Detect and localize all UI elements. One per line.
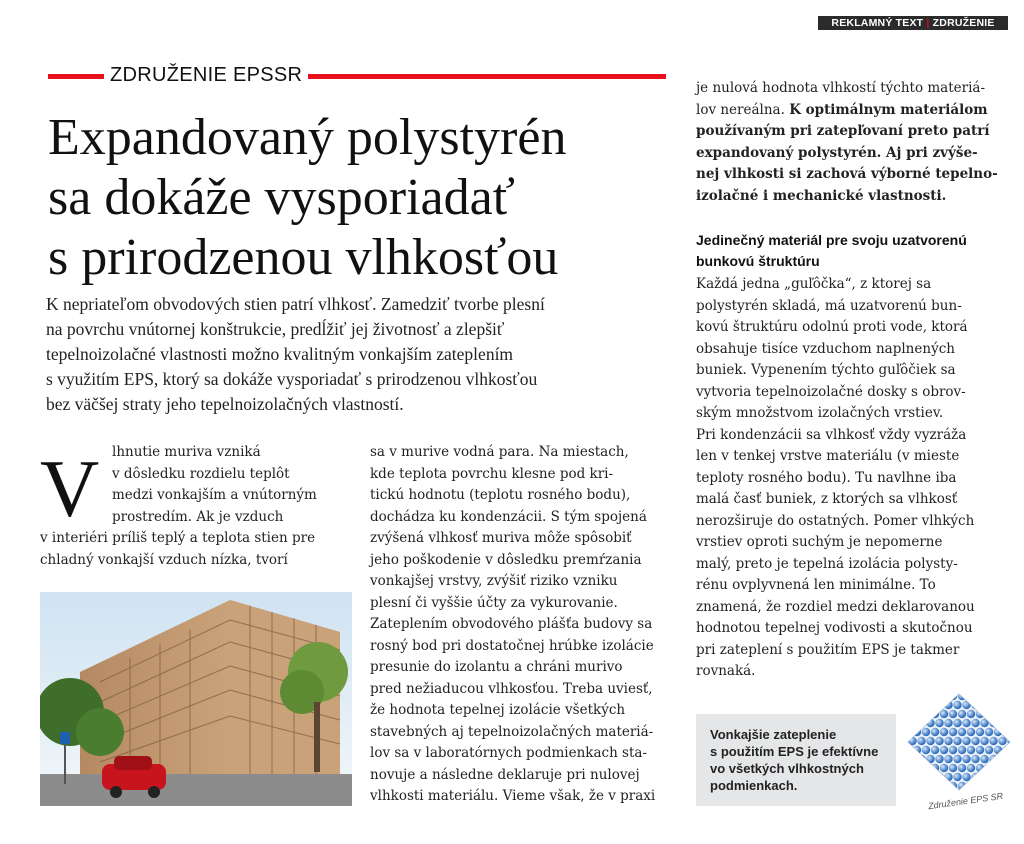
bead [1003, 728, 1011, 736]
bead [967, 764, 975, 772]
body-line: len v tenkej vrstve materiálu (v mieste [696, 448, 960, 464]
body-line: Pri kondenzácii sa vlhkosť vždy vyzráža [696, 426, 967, 443]
body-line: kde teplota povrchu klesne pod kri- [370, 465, 614, 482]
bead [985, 746, 993, 754]
bead [922, 692, 930, 700]
subheading-line: bunkovú štruktúru [696, 253, 820, 269]
bead [976, 710, 984, 718]
body-line: lov sa v laboratórnych podmienkach sta- [370, 745, 648, 761]
bead [940, 710, 948, 718]
body-line: vytvoria tepelnoizolačné dosky s obrov- [696, 383, 966, 400]
bead [1007, 773, 1014, 781]
body-line: tickú hodnotu (teplotu rosného bodu), [370, 487, 631, 503]
bead [980, 701, 988, 709]
column-3-body [696, 274, 1012, 683]
body-line: je nulová hodnota vlhkostí týchto materiá- [696, 80, 986, 96]
bead [917, 737, 925, 745]
bead [926, 737, 934, 745]
bead [904, 746, 912, 754]
body-line: kovú štruktúru odolnú proti vode, ktorá [696, 319, 968, 335]
body-line: medzi vonkajším a vnútorným [112, 487, 317, 503]
bead [926, 701, 934, 709]
body-line: vrstiev oproti suchým je nepomerne [696, 534, 943, 550]
bead [904, 782, 912, 790]
bead [1007, 755, 1014, 763]
bead [976, 692, 984, 700]
bead [931, 710, 939, 718]
bead [1003, 782, 1011, 790]
bead [913, 782, 921, 790]
caption-line: s použitím EPS je efektívne [710, 744, 879, 759]
bead [953, 701, 961, 709]
headline-line: Expandovaný polystyrén [48, 109, 567, 166]
bold-line: expandovaný polystyrén. Aj pri zvýše- [696, 144, 978, 161]
column-3-text [696, 78, 1012, 207]
caption-line: Vonkajšie zateplenie [710, 727, 837, 742]
headline-line: sa dokáže vysporiadať [48, 169, 515, 226]
bead [989, 773, 997, 781]
bead [922, 746, 930, 754]
bead [994, 710, 1002, 718]
bead [944, 719, 952, 727]
bead [940, 764, 948, 772]
body-fragment: lov nereálna. [696, 101, 785, 118]
body-line: že hodnota tepelnej izolácie všetkých [370, 702, 626, 718]
bead [1003, 746, 1011, 754]
bead [935, 773, 943, 781]
column-1-text [40, 442, 352, 571]
bead [940, 782, 948, 790]
bold-line: izolačné i mechanické vlastnosti. [696, 187, 947, 204]
bead [917, 755, 925, 763]
bead [949, 692, 957, 700]
tag-source: ZDRUŽENIE EPSSR [894, 17, 995, 43]
bold-line: nej vlhkosti si zachová výborné tepelno- [696, 166, 998, 182]
bead [944, 701, 952, 709]
bead [994, 782, 1002, 790]
bead [976, 782, 984, 790]
bead [985, 692, 993, 700]
body-line: malý, preto je tepelná izolácia polysty- [696, 555, 958, 572]
bead-pattern [904, 692, 1014, 790]
bead [949, 728, 957, 736]
bead [1003, 710, 1011, 718]
body-line: presunie do izolantu a chráni murivo [370, 659, 623, 675]
bead [926, 755, 934, 763]
bead [985, 728, 993, 736]
body-line: dochádza ku kondenzácii. S tým spojená [370, 508, 647, 525]
body-line: plesní či vyššie účty za vykurovanie. [370, 594, 618, 611]
bead [953, 719, 961, 727]
caption-line: vo všetkých vlhkostných [710, 761, 864, 776]
body-line: hodnotou tepelnej vodivosti a skutočnou [696, 620, 973, 636]
bead [931, 746, 939, 754]
bead [1007, 701, 1014, 709]
body-line: chladný vonkajší vzduch nízka, tvorí [40, 551, 288, 568]
bead [967, 782, 975, 790]
column-2-text [370, 442, 682, 808]
drop-cap: V [40, 443, 100, 534]
bead [944, 773, 952, 781]
body-line: nerozširuje do ostatných. Pomer vlhkých [696, 512, 975, 529]
bead [971, 755, 979, 763]
body-line: stavebných aj tepelnoizolačných materiá- [370, 723, 654, 740]
bead [962, 773, 970, 781]
advertorial-tag [818, 16, 1008, 43]
bead [980, 719, 988, 727]
bead [904, 764, 912, 772]
bead [944, 737, 952, 745]
bead [998, 737, 1006, 745]
bead [989, 755, 997, 763]
bead [908, 773, 916, 781]
bead [917, 701, 925, 709]
bead [958, 764, 966, 772]
bead [976, 728, 984, 736]
body-line: lhnutie muriva vzniká [112, 444, 261, 460]
bead [976, 746, 984, 754]
bead [922, 764, 930, 772]
bead [940, 728, 948, 736]
bead [971, 719, 979, 727]
lead-line: tepelnoizolačné vlastnosti možno kvalitným vonkajším zateplením [46, 344, 514, 364]
bead [998, 755, 1006, 763]
bead [985, 710, 993, 718]
bead [980, 773, 988, 781]
bead [1003, 692, 1011, 700]
bead [949, 782, 957, 790]
bead [949, 746, 957, 754]
body-line: rovnaká. [696, 663, 756, 679]
body-line: obsahuje tisíce vzduchom naplnených [696, 340, 955, 357]
bead [994, 728, 1002, 736]
lead-line: bez väčšej straty jeho tepelnoizolačných vlastností. [46, 394, 404, 414]
bead [931, 782, 939, 790]
bead [962, 719, 970, 727]
bead [967, 710, 975, 718]
bead [971, 737, 979, 745]
bead [913, 692, 921, 700]
headline-line: s prirodzenou vlhkosťou [48, 229, 559, 286]
section-label: ZDRUŽENIE EPSSR [104, 62, 308, 88]
body-line: pred nežiaducou vlhkosťou. Treba uviesť, [370, 680, 653, 697]
tag-label: REKLAMNÝ TEXT [831, 17, 924, 29]
bead [913, 710, 921, 718]
lead-line: K nepriateľom obvodových stien patrí vlhkosť. Zamedziť tvorbe plesní [46, 294, 545, 314]
caption-box [696, 714, 896, 806]
bead [980, 755, 988, 763]
bead [904, 710, 912, 718]
bead [913, 764, 921, 772]
body-line: vonkajšej vrstvy, zvýšiť riziko vzniku [370, 573, 618, 589]
caption-line: podmienkach. [710, 778, 798, 793]
bead [940, 746, 948, 754]
bead [913, 746, 921, 754]
body-line: jeho poškodenie v dôsledku premŕzania [370, 551, 642, 568]
body-line: polystyrén skladá, má uzatvorenú bun- [696, 297, 962, 314]
building-photo [40, 592, 352, 806]
bead [913, 728, 921, 736]
bead [917, 773, 925, 781]
bead [949, 764, 957, 772]
bead [998, 773, 1006, 781]
bead [953, 755, 961, 763]
body-line: v interiéri príliš teplý a teplota stien pre [40, 530, 316, 546]
bead [958, 728, 966, 736]
body-line: vlhkosti materiálu. Vieme však, že v praxi [370, 788, 656, 804]
bead [940, 692, 948, 700]
body-line: zvýšená vlhkosť muriva môže spôsobiť [370, 530, 632, 546]
body-line: ským množstvom izolačných vrstiev. [696, 405, 944, 421]
bead [926, 773, 934, 781]
bead [908, 755, 916, 763]
body-line: rosný bod pri dostatočnej hrúbke izolácie [370, 637, 654, 654]
body-line: v dôsledku rozdielu teplôt [112, 465, 290, 482]
tag-separator: | [926, 17, 930, 29]
bead [922, 710, 930, 718]
bead [967, 692, 975, 700]
bead [904, 728, 912, 736]
bold-fragment: K optimálnym materiálom [789, 101, 988, 118]
bead [985, 782, 993, 790]
lead-line: s využitím EPS, ktorý sa dokáže vysporiadať s prirodzenou vlhkosťou [46, 369, 538, 389]
bead [1007, 719, 1014, 727]
bead [971, 773, 979, 781]
bead [922, 782, 930, 790]
bead [962, 701, 970, 709]
bead [994, 746, 1002, 754]
body-line: buniek. Vypenením týchto guľôčiek sa [696, 362, 956, 378]
bead [958, 710, 966, 718]
bead [953, 773, 961, 781]
bead [958, 782, 966, 790]
bead [994, 692, 1002, 700]
bead [935, 737, 943, 745]
body-line [696, 100, 1012, 122]
bead [949, 710, 957, 718]
eps-logo [904, 690, 1014, 810]
logo-text: Združenie EPS SR [927, 790, 1004, 810]
body-line: znamená, že rozdiel medzi deklarovanou [696, 598, 975, 615]
bead [1003, 764, 1011, 772]
bead [962, 737, 970, 745]
body-line: Každá jedna „guľôčka“, z ktorej sa [696, 276, 932, 292]
eps-logo-graphic [904, 690, 1014, 810]
lead-paragraph [46, 292, 686, 417]
bead [998, 719, 1006, 727]
bead [998, 701, 1006, 709]
bead [931, 728, 939, 736]
bead [931, 692, 939, 700]
bead [935, 755, 943, 763]
bead [989, 737, 997, 745]
lead-line: na povrchu vnútornej konštrukcie, predĺžiť jej životnosť a zlepšiť [46, 319, 505, 339]
subheading [696, 230, 1012, 272]
body-line: sa v murive vodná para. Na miestach, [370, 444, 629, 460]
bead [980, 737, 988, 745]
headline [48, 108, 688, 288]
body-line: teploty rosného bodu). Tu navlhne iba [696, 469, 957, 486]
bead [953, 737, 961, 745]
bead [935, 701, 943, 709]
subheading-line: Jedinečný materiál pre svoju uzatvorenú [696, 232, 967, 248]
bead [967, 746, 975, 754]
building-photo-illustration [40, 592, 352, 806]
body-line: pri zateplení s použitím EPS je takmer [696, 641, 960, 658]
bold-line: používaným pri zatepľovaní preto patrí [696, 123, 990, 139]
bead [904, 692, 912, 700]
bead [935, 719, 943, 727]
bead [967, 728, 975, 736]
bead [971, 701, 979, 709]
bead [962, 755, 970, 763]
bead [989, 701, 997, 709]
body-line: malá časť buniek, z ktorých sa vlhkosť [696, 491, 958, 507]
bead [944, 755, 952, 763]
body-line: Zateplením obvodového plášťa budovy sa [370, 616, 653, 632]
bead [922, 728, 930, 736]
body-line: prostredím. Ak je vzduch [112, 508, 284, 525]
bead [908, 701, 916, 709]
body-line: rénu ovplyvnená len minimálne. To [696, 577, 936, 593]
bead [958, 746, 966, 754]
bead [908, 719, 916, 727]
body-line: novuje a následne deklaruje pri nulovej [370, 766, 640, 783]
bead [994, 764, 1002, 772]
